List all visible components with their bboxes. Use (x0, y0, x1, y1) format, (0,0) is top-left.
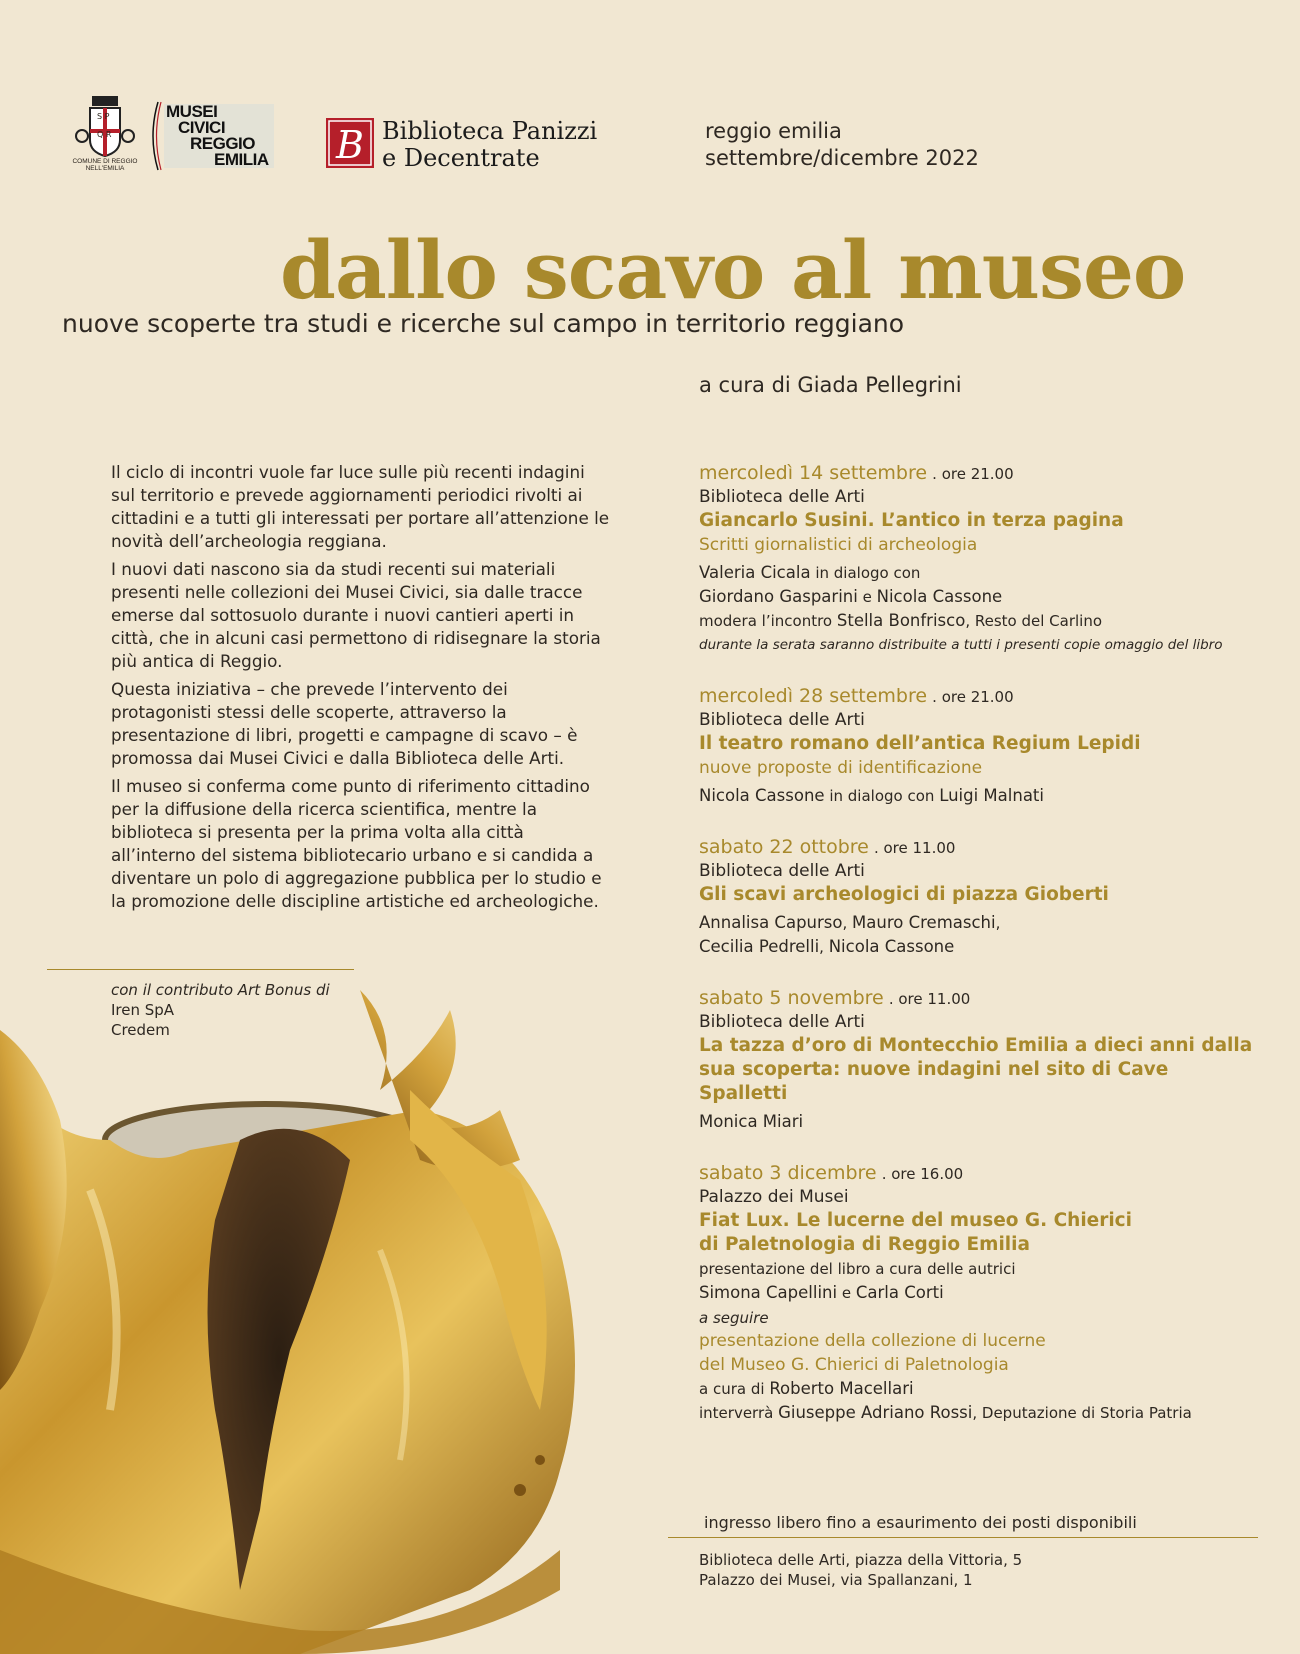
event-item (699, 986, 1259, 1134)
city: reggio emilia (705, 119, 842, 143)
contributor: Iren SpA (111, 1001, 175, 1019)
event-title: Giancarlo Susini. L’antico in terza pagina (699, 510, 1124, 531)
event-date: sabato 5 novembre (699, 987, 884, 1009)
intro-paragraph: Il ciclo di incontri vuole far luce sulle più recenti indagini sul territorio e prevede aggiornamenti periodici rivolti ai cittadini e a tutti gli interessati per portare all’attenzione le novità dell’archeologia reggiana. (111, 462, 610, 551)
divider (668, 1537, 1258, 1538)
event-venue: Biblioteca delle Arti (699, 487, 865, 507)
intro-text (111, 461, 611, 918)
event-book-label: presentazione del libro a cura delle autrici (699, 1260, 1016, 1278)
event-time: . ore 16.00 (881, 1165, 964, 1183)
event-speakers: Simona Capellini e Carla Corti (699, 1283, 944, 1302)
event-title: di Paletnologia di Reggio Emilia (699, 1234, 1030, 1255)
event-time: . ore 21.00 (932, 688, 1014, 706)
event-subtitle: nuove proposte di identificazione (699, 758, 983, 778)
biblioteca-name: Biblioteca Panizzi e Decentrate (382, 117, 598, 172)
event-date: mercoledì 14 settembre (699, 462, 928, 484)
event-date: mercoledì 28 settembre (699, 685, 928, 707)
event-curated: a cura di Roberto Macellari (699, 1379, 914, 1398)
gold-cup-image (0, 990, 590, 1654)
event-speakers: Nicola Cassone in dialogo con Luigi Malnati (699, 786, 1044, 805)
event-item (699, 684, 1259, 808)
event-venue: Biblioteca delle Arti (699, 861, 865, 881)
address: Palazzo dei Musei, via Spallanzani, 1 (699, 1571, 973, 1589)
event-time: . ore 11.00 (888, 990, 971, 1008)
divider (47, 969, 354, 970)
event-venue: Biblioteca delle Arti (699, 1012, 865, 1032)
event-speakers: Valeria Cicala in dialogo con (699, 563, 921, 582)
free-entry-note: ingresso libero fino a esaurimento dei posti disponibili (704, 1513, 1137, 1532)
main-title: dallo scavo al museo (280, 223, 1186, 317)
event-item (699, 461, 1259, 657)
event-subtitle: del Museo G. Chierici di Paletnologia (699, 1355, 1009, 1375)
event-title: Gli scavi archeologici di piazza Gioberti (699, 884, 1109, 905)
event-venue: Palazzo dei Musei (699, 1187, 849, 1207)
biblioteca-panizzi-logo (326, 116, 606, 172)
event-venue: Biblioteca delle Arti (699, 710, 865, 730)
comune-logo (70, 96, 140, 176)
event-speaker-extra: interverrà Giuseppe Adriano Rossi, Deputazione di Storia Patria (699, 1403, 1192, 1422)
event-title: Fiat Lux. Le lucerne del museo G. Chierici (699, 1210, 1132, 1231)
event-time: . ore 11.00 (873, 839, 956, 857)
event-speakers: Cecilia Pedrelli, Nicola Cassone (699, 937, 955, 956)
subtitle: nuove scoperte tra studi e ricerche sul campo in territorio reggiano (62, 309, 905, 338)
event-note: durante la serata saranno distribuite a tutti i presenti copie omaggio del libro (699, 637, 1223, 653)
intro-paragraph: I nuovi dati nascono sia da studi recenti sui materiali presenti nelle collezioni dei Musei Civici, sia dalle tracce emerse dal sottosuolo durante i nuovi cantieri aperti in città, che in alcuni casi permettono di ridisegnare la storia più antica di Reggio. (111, 559, 601, 671)
addresses (699, 1550, 1022, 1590)
period: settembre/dicembre 2022 (705, 146, 979, 170)
biblioteca-b-icon (326, 118, 374, 168)
intro-paragraph: Il museo si conferma come punto di riferimento cittadino per la diffusione della ricerca scientifica, mentre la biblioteca si presenta per la prima volta alla città all’interno del sistema bibliotecario urbano e si candida a diventare un polo di aggregazione pubblica per lo studio e la promozione delle discipline artistiche ed archeologiche. (111, 776, 602, 911)
event-subtitle: presentazione della collezione di lucerne (699, 1331, 1046, 1351)
contributor: Credem (111, 1021, 170, 1039)
event-date: sabato 22 ottobre (699, 836, 869, 858)
musei-text: MUSEI CIVICI REGGIO EMILIA (166, 102, 269, 169)
comune-label: COMUNE DI REGGIO NELL'EMILIA (72, 158, 138, 172)
event-speakers: Giordano Gasparini e Nicola Cassone (699, 587, 1003, 606)
place-date (705, 118, 979, 172)
event-subtitle: Scritti giornalistici di archeologia (699, 535, 978, 555)
event-date: sabato 3 dicembre (699, 1162, 877, 1184)
events-list (699, 461, 1259, 1452)
event-time: . ore 21.00 (932, 465, 1014, 483)
event-item (699, 835, 1259, 959)
event-follow: a seguire (699, 1309, 769, 1327)
event-title: sua scoperta: nuove indagini nel sito di Cave Spalletti (699, 1059, 1169, 1104)
event-speakers: Annalisa Capurso, Mauro Cremaschi, (699, 913, 1001, 932)
event-title: Il teatro romano dell’antica Regium Lepidi (699, 733, 1141, 754)
event-moderator: modera l’incontro Stella Bonfrisco, Resto del Carlino (699, 611, 1103, 630)
spqr-letters: S P Q R (97, 112, 112, 139)
intro-paragraph: Questa iniziativa – che prevede l’intervento dei protagonisti stessi delle scoperte, attraverso la presentazione di libri, progetti e campagne di scavo – è promossa dai Musei Civici e dalla Biblioteca delle Arti. (111, 679, 578, 768)
event-item (699, 1161, 1259, 1425)
svg-text:B: B (336, 123, 364, 167)
event-speakers: Monica Miari (699, 1112, 804, 1131)
musei-bracket-icon (148, 100, 162, 172)
musei-civici-logo (148, 100, 278, 172)
event-title: La tazza d’oro di Montecchio Emilia a dieci anni dalla (699, 1035, 1253, 1056)
curator: a cura di Giada Pellegrini (699, 373, 962, 397)
address: Biblioteca delle Arti, piazza della Vittoria, 5 (699, 1551, 1023, 1569)
contributors-label: con il contributo Art Bonus di (111, 981, 330, 999)
